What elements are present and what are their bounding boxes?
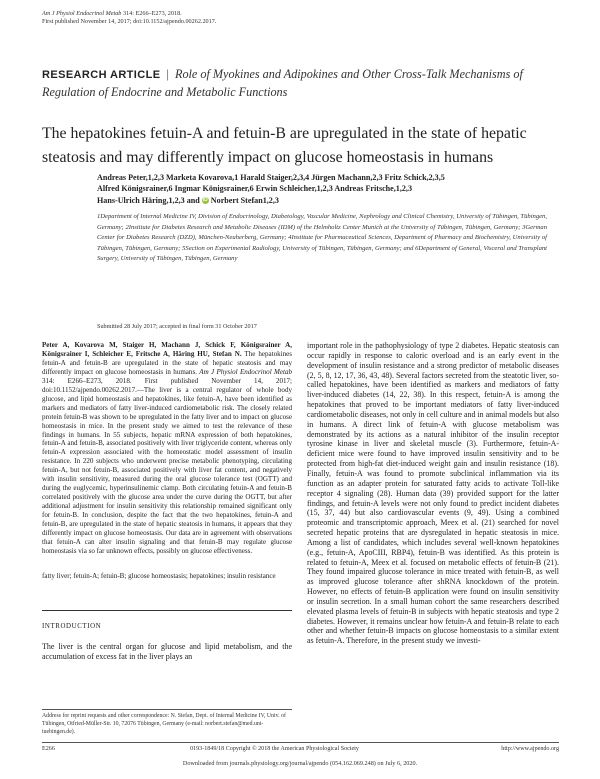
citation-journal: Am J Physiol Endocrinol Metab (199, 367, 292, 376)
author-list (97, 172, 537, 206)
author-line-2: Alfred Königsrainer,6 Ingmar Königsrainer,6 Erwin Schleicher,1,2,3 Andreas Fritsche,1,2,3 (97, 184, 412, 194)
orcid-icon[interactable]: iD (202, 197, 208, 204)
author-line-1: Andreas Peter,1,2,3 Marketa Kovarova,1 Harald Staiger,2,3,4 Jürgen Machann,2,3 Fritz Schick,2,3,5 (97, 173, 445, 182)
author-line-3a: Hans-Ulrich Häring,1,2,3 and (97, 195, 200, 205)
introduction-heading: INTRODUCTION (42, 623, 102, 630)
download-line: Downloaded from journals.physiology.org/journal/ajpendo (054.162.069.248) on July 6, 2020. (182, 760, 418, 767)
section-separator: | (166, 67, 169, 81)
keywords: fatty liver; fetuin-A; fetuin-B; glucose homeostasis; hepatokines; insulin resistance (42, 572, 276, 580)
journal-name: Am J Physiol Endocrinol Metab (42, 10, 122, 17)
right-column-text: important role in the pathophysiology of type 2 diabetes. Hepatic steatosis can occur rapidly in response to caloric overload and is an early event in the development of insulin resistance and a strong predictor of metabolic diseases (2, 5, 8, 12, 17, 36, 43, 48). Several factors secreted from the steatotic liver, so-called hepatokines, have been identified as markers and mediators of fatty liver-induced diabetes (14, 22, 38). In this respect, fetuin-A is among the hepatokines that proved to be important mediators of fatty liver-induced cardiometabolic diseases, not only in cell culture and in animal models but also in humans. A direct link of fetuin-A with glucose metabolism was demonstrated by its actions as a natural inhibitor of the insulin receptor tyrosine kinase in liver and skeletal muscle (3). Furthermore, fetuin-A-deficient mice were found to have improved insulin sensitivity and to be protected from high-fat diet-induced weight gain and insulin resistance (18). Finally, fetuin-A was found to promote subclinical inflammation via its function as an adapter protein for saturated fatty acids to activate Toll-like receptor 4 signaling (28). Human data (39) provided support for the latter findings, and fetuin-A levels were not only found to predict incident diabetes (15, 37, 44) but also cardiovascular events (9, 49). Using a combined proteomic and transcriptomic approach, Meex et al. (21) searched for novel secreted hepatic proteins that are dysregulated in hepatic steatosis in mice. Among a list of candidates, which includes several well-known hepatokines (e.g., fetuin-A, ApoCIII, RBP4), fetuin-B was identified. As this protein is related to fetuin-A, Meex et al. focused on metabolic effects of fetuin-B (21). They found impaired glucose tolerance in mice treated with fetuin-B, as well as improved glucose tolerance after shRNA knockdown of the protein. However, no effects of fetuin-B application were found on insulin sensitivity or insulin secretion. In a small human cohort the same researchers described elevated plasma levels of fetuin-B in subjects with hepatic steatosis and type 2 diabetes. However, it remains unclear how fetuin-A and fetuin-B relate to each other and whether fetuin-B impacts on glucose homeostasis to a similar extent as fetuin-A. Therefore, in the present study we investi- (307, 341, 559, 646)
citation-details: 314: E266–E273, 2018. First published November 14, 2017; doi:10.1152/ajpendo.00262.2017.— (42, 376, 292, 394)
journal-url[interactable]: http://www.ajpendo.org (501, 746, 559, 752)
article-title: The hepatokines fetuin-A and fetuin-B are upregulated in the state of hepatic steatosis and may differently impact on glucose homeostasis in humans (42, 125, 527, 166)
article-type-label: RESEARCH ARTICLE (42, 69, 161, 81)
affiliations: 1Department of Internal Medicine IV, Division of Endocrinology, Diabetology, Vascular Medicine, Nephrology and Clinical Chemistry, University of Tübingen, Tübingen, Germany; 2Institute for Diabetes Research and Metabolic Diseases (IDM) of the Helmholtz Center Munich at the University of Tübingen, Tübingen, Germany; 3German Center for Diabetes Research (DZD), München-Neuherberg, Germany; 4Institute for Pharmaceutical Sciences, Department of Pharmacy and Biochemistry, University of Tübingen, Tübingen, Germany; 5Section on Experimental Radiology, University of Tübingen, Tübingen, Germany; and 6Department of General, Visceral and Transplant Surgery, University of Tübingen, Tübingen, Germany (97, 213, 547, 262)
correspondence-note: Address for reprint requests and other correspondence: N. Stefan, Dept. of Internal Medicine IV, Univ. of Tübingen, Otfried-Müller-Str. 10, 72076 Tübingen, Germany (e-mail: norbert.stefan@med.uni-tuebingen.de). (42, 713, 286, 735)
publication-line: First published November 14, 2017; doi:10.1152/ajpendo.00262.2017. (42, 18, 217, 26)
divider (42, 610, 292, 611)
author-line-3b: Norbert Stefan1,2,3 (210, 195, 279, 205)
citation-title: The hepatokines fetuin-A and fetuin-B are upregulated in the state of hepatic steatosis and may differently impact on glucose homeostasis in humans. (42, 349, 292, 376)
footer-divider (42, 742, 559, 743)
section-subtitle: Role of Myokines and Adipokines and Other Cross-Talk Mechanisms of Regulation of Endocrine and Metabolic Functions (42, 67, 523, 99)
introduction-text: The liver is the central organ for glucose and lipid metabolism, and the accumulation of excess fat in the liver plays an (42, 642, 292, 661)
page-number: E266 (42, 746, 55, 752)
copyright-line: 0193-1849/18 Copyright © 2018 the American Physiological Society (190, 746, 359, 752)
volume-pages: 314: E266–E273, 2018. (121, 10, 182, 17)
running-header (42, 10, 442, 27)
abstract-body: The liver is a central regulator of whole body glucose, and lipid homeostasis and hepatokines, like fetuin-A, have been identified as markers and mediators of fatty liver-induced cardiometabolic risk. The closely related protein fetuin-B was shown to be upregulated in the fatty liver and to impact on glucose homeostasis in mice. In the present study we aimed to test the relevance of these findings in humans. In 55 subjects, hepatic mRNA expression of both hepatokines, fetuin-A and fetuin-B, associated positively with liver triglyceride content, whereas only fetuin-A expression associated with the homeostatic model assessment of insulin resistance. In 220 subjects who underwent precise metabolic phenotyping, circulating fetuin-A, but not fetuin-B, associated positively with liver fat content, and negatively with insulin sensitivity, measured during the oral glucose tolerance test (OGTT) and during the euglycemic, hyperinsulinemic clamp. Both circulating fetuin-A and fetuin-B correlated positively with the glucose area under the curve during the OGTT, but after additional adjustment for insulin sensitivity this relationship remained significant only for fetuin-B. In conclusion, despite the fact that the two hepatokines, fetuin-A and fetuin-B, are upregulated in the state of hepatic steatosis in humans, it appears that they differently impact on glucose homeostasis. Our data are in agreement with observations that fetuin-A can alter insulin signaling and that fetuin-B may regulate glucose homeostasis via so far unknown effects, possibly on glucose effectiveness. (42, 385, 292, 555)
footnote-divider (42, 709, 292, 710)
abstract (42, 341, 292, 556)
submission-dates: Submitted 28 July 2017; accepted in final form 31 October 2017 (97, 323, 257, 330)
author-line-3 (97, 195, 537, 206)
citation-authors: Peter A, Kovarova M, Staiger H, Machann J, Schick F, Königsrainer A, Königsrainer I, Schleicher E, Fritsche A, Häring HU, Stefan N. (42, 341, 292, 358)
section-heading (42, 66, 562, 101)
